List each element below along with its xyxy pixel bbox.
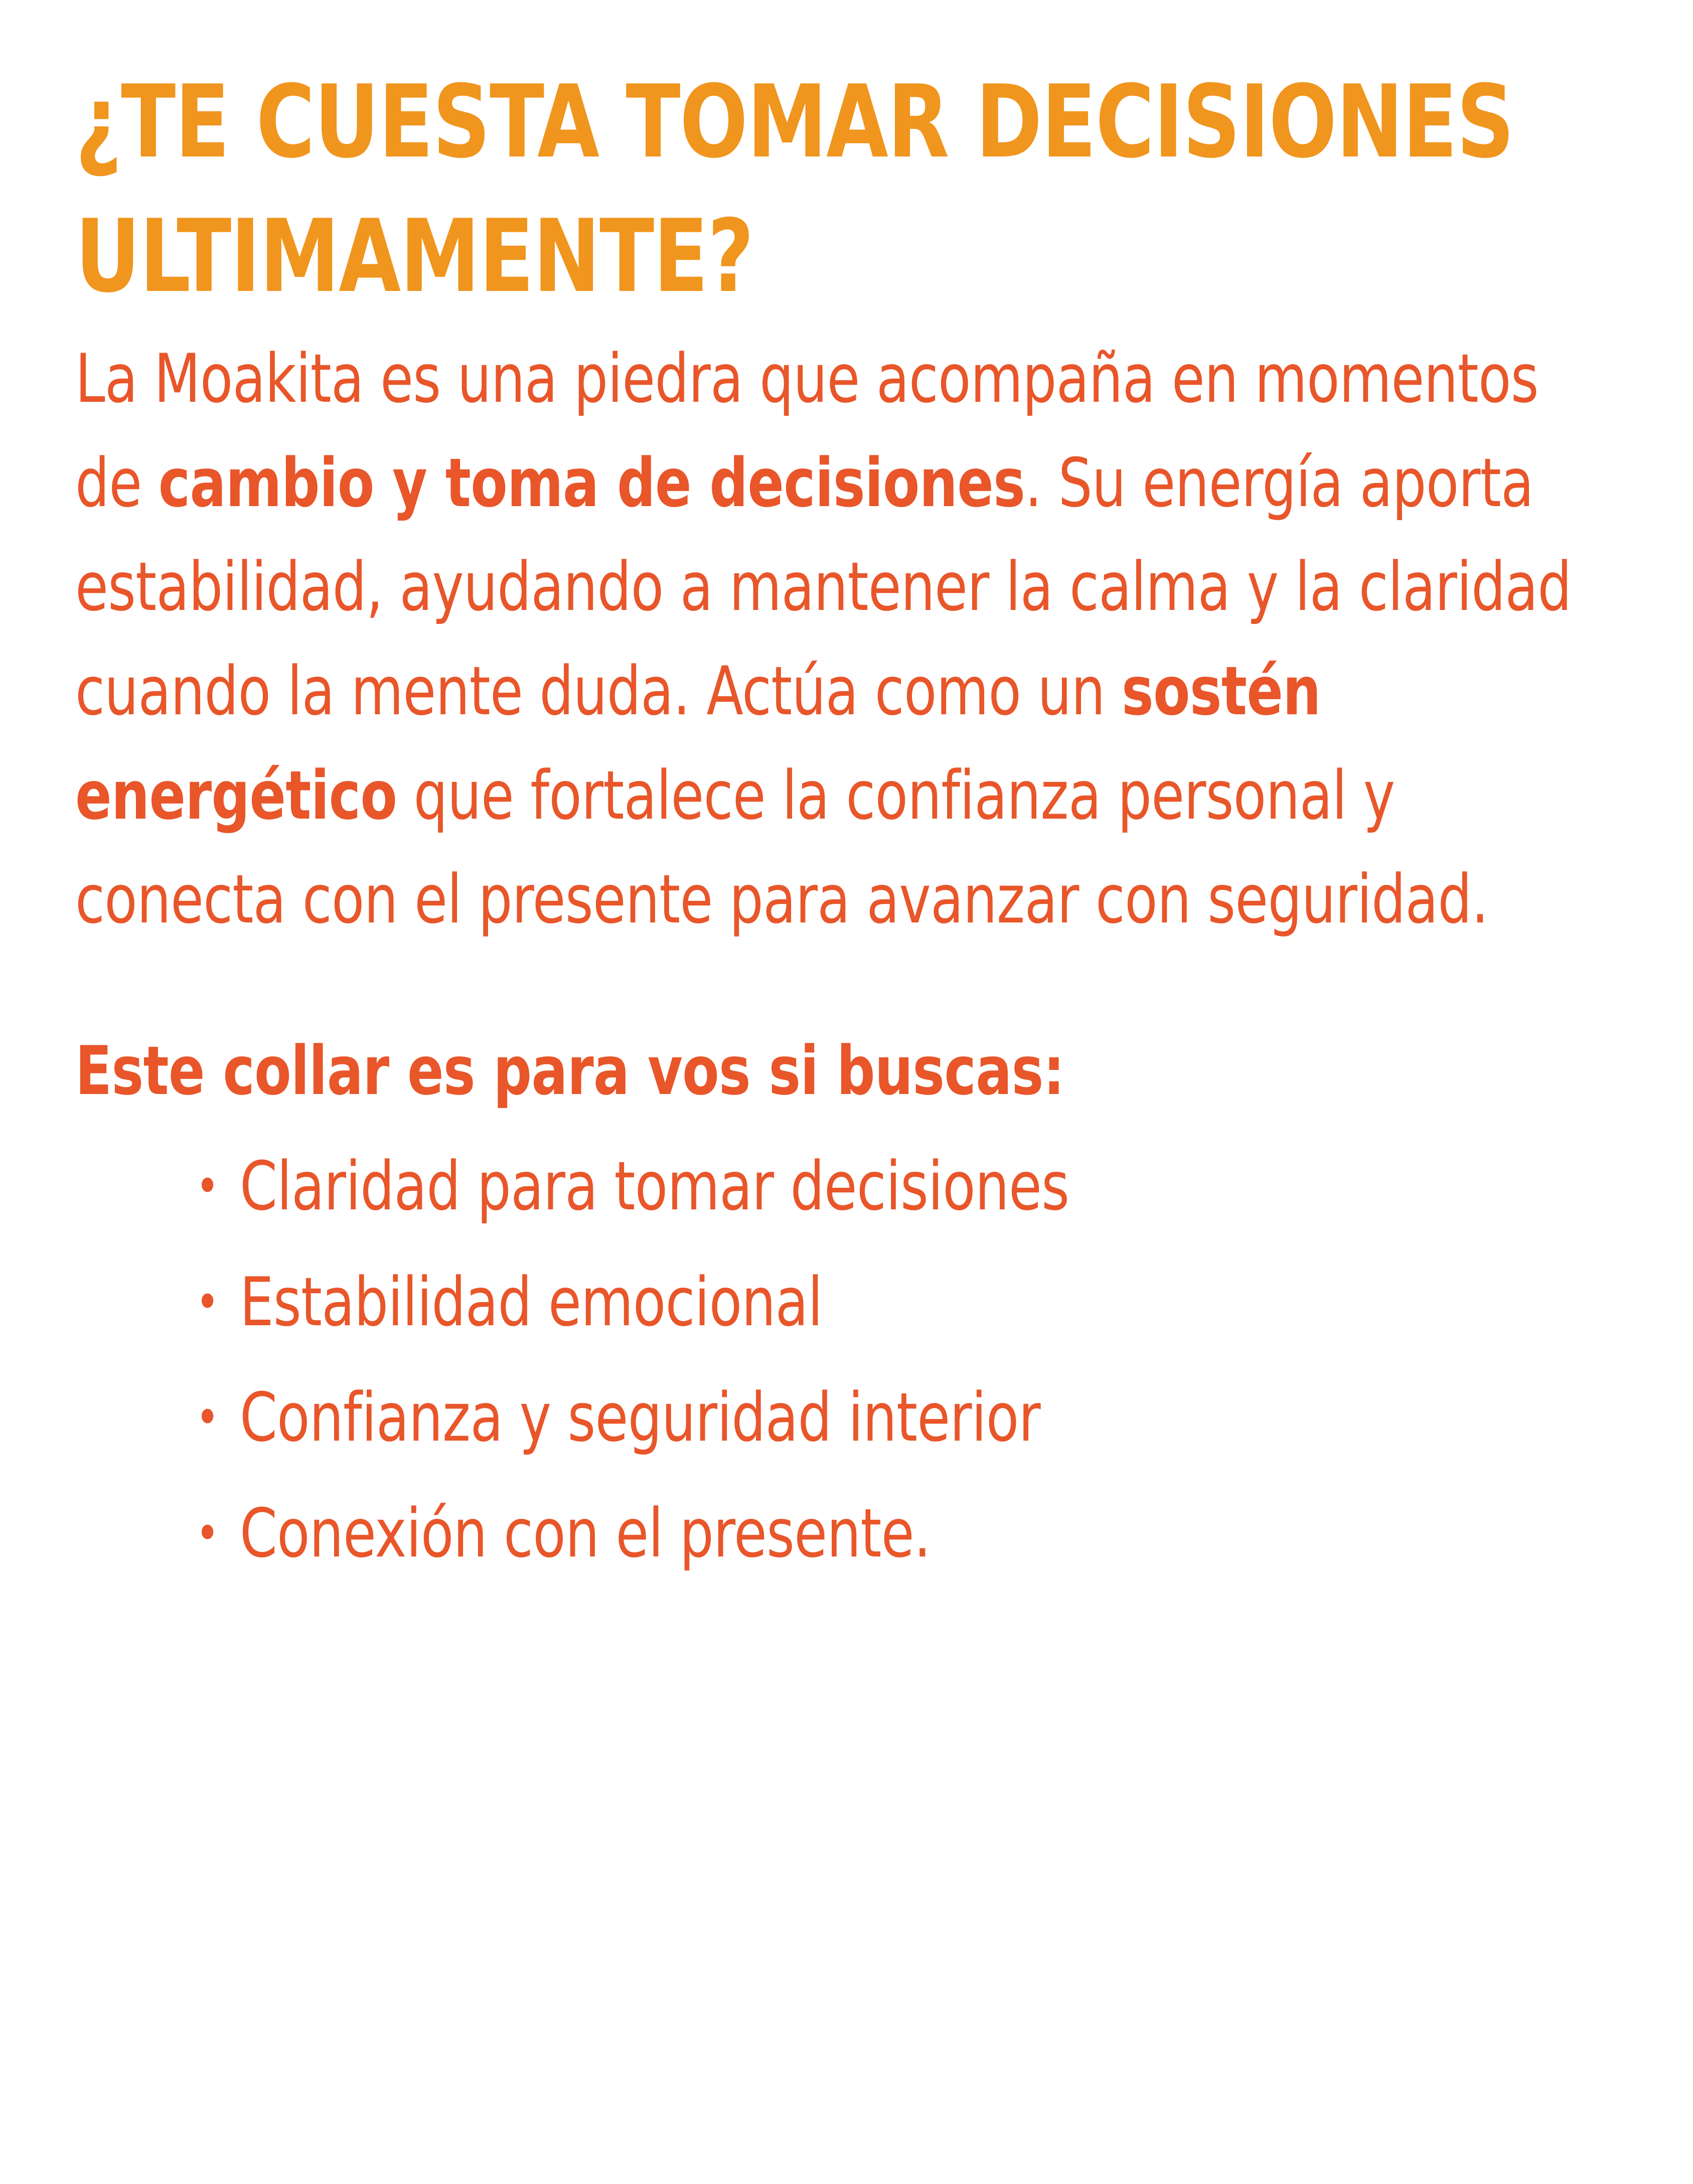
page-title-line-2: ULTIMAMENTE? xyxy=(75,198,753,315)
list-item: • Claridad para tomar decisiones xyxy=(196,1129,1693,1244)
description-paragraph xyxy=(75,327,1618,952)
description-segment-3: que fortalece la confianza personal y conecta con el presente para avanzar con seguridad. xyxy=(75,756,1488,939)
list-item: • Estabilidad emocional xyxy=(196,1244,1693,1360)
description-bold-1: cambio y toma de decisiones xyxy=(158,443,1025,522)
description-bold-2: sostén energético xyxy=(75,652,1321,835)
list-item: • Confianza y seguridad interior xyxy=(196,1360,1693,1475)
description-segment-2: . Su energía aporta estabilidad, ayudando a mantener la calma y la claridad cuando la mente duda. Actúa como un xyxy=(75,443,1572,731)
section-spacer xyxy=(75,952,1618,1027)
benefits-list xyxy=(75,1129,1693,1591)
benefits-heading: Este collar es para vos si buscas: xyxy=(75,1032,1064,1111)
page-title xyxy=(75,55,1618,324)
description-segment-1: La Moakita es una piedra que acompaña en momentos de xyxy=(75,340,1538,522)
list-item: • Conexión con el presente. xyxy=(196,1476,1693,1591)
page-title-line-1: ¿TE CUESTA TOMAR DECISIONES xyxy=(75,64,1514,181)
